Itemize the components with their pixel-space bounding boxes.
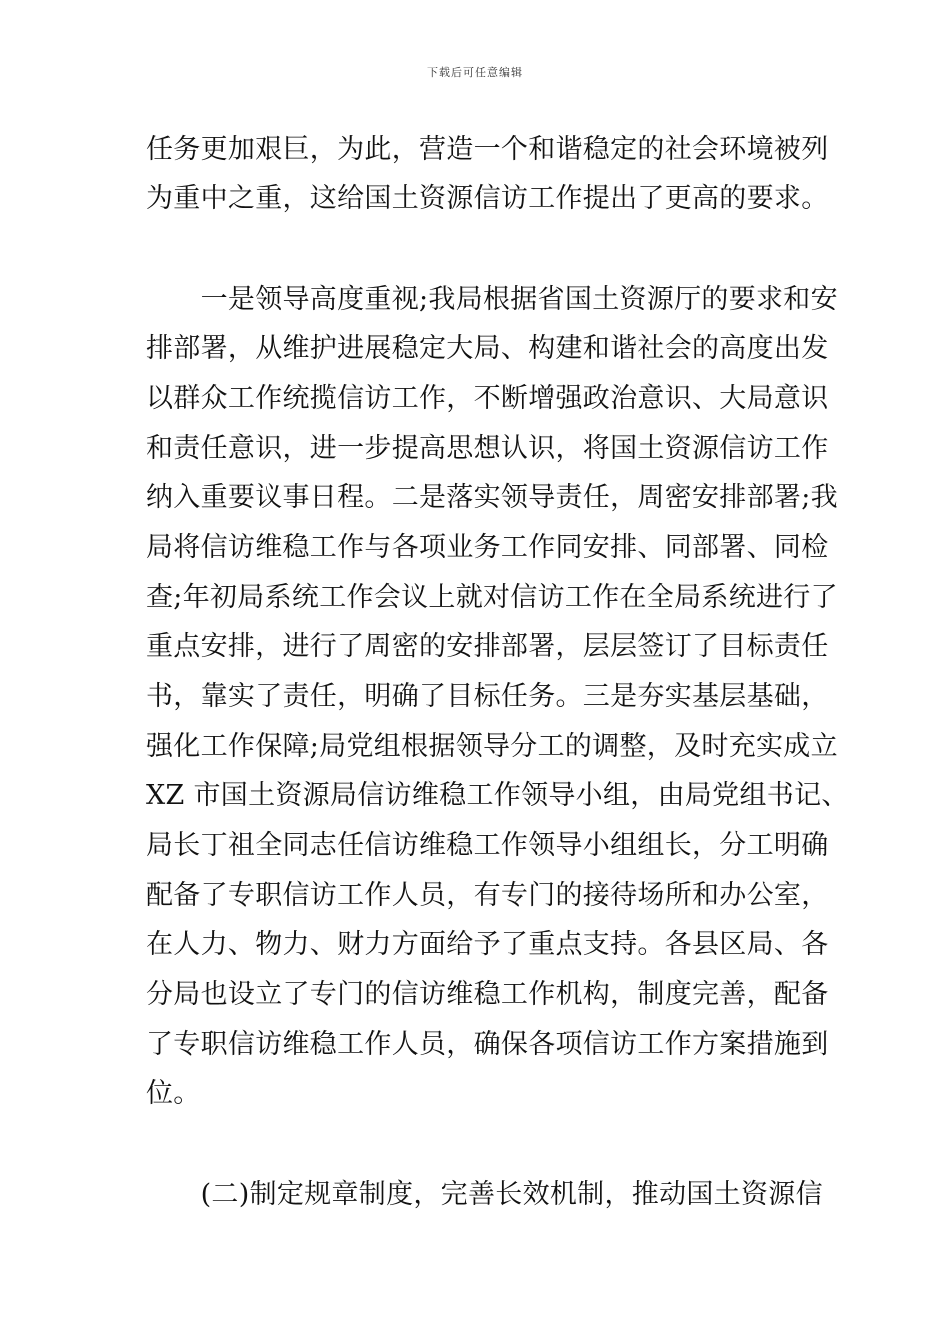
body-line-4: 排部署，从维护进展稳定大局、构建和谐社会的高度出发 <box>146 333 829 364</box>
body-line-15: 配备了专职信访工作人员，有专门的接待场所和办公室， <box>146 880 829 911</box>
body-line-5: 以群众工作统揽信访工作，不断增强政治意识、大局意识 <box>146 383 829 414</box>
body-line-20: (二)制定规章制度，完善长效机制，推动国土资源信 <box>146 1179 823 1210</box>
body-line-3: 一是领导高度重视;我局根据省国土资源厅的要求和安 <box>146 284 838 315</box>
body-line-18: 了专职信访维稳工作人员，确保各项信访工作方案措施到 <box>146 1029 829 1060</box>
body-line-10: 重点安排，进行了周密的安排部署，层层签订了目标责任 <box>146 631 829 662</box>
body-line-13: XZ 市国土资源局信访维稳工作领导小组，由局党组书记、 <box>146 780 849 811</box>
body-line-11: 书，靠实了责任，明确了目标任务。三是夯实基层基础， <box>146 681 829 712</box>
body-line-1: 任务更加艰巨，为此，营造一个和谐稳定的社会环境被列 <box>146 134 829 165</box>
body-line-2: 为重中之重，这给国土资源信访工作提出了更高的要求。 <box>146 183 829 214</box>
body-line-19: 位。 <box>146 1078 201 1109</box>
body-line-7: 纳入重要议事日程。二是落实领导责任，周密安排部署;我 <box>146 482 838 513</box>
body-line-12: 强化工作保障;局党组根据领导分工的调整，及时充实成立 <box>146 731 838 762</box>
body-line-16: 在人力、物力、财力方面给予了重点支持。各县区局、各 <box>146 929 829 960</box>
body-line-9: 查;年初局系统工作会议上就对信访工作在全局系统进行了 <box>146 582 838 613</box>
page-header: 下载后可任意编辑 <box>427 66 523 79</box>
body-line-8: 局将信访维稳工作与各项业务工作同安排、同部署、同检 <box>146 532 829 563</box>
body-line-17: 分局也设立了专门的信访维稳工作机构，制度完善，配备 <box>146 979 829 1010</box>
body-line-14: 局长丁祖全同志任信访维稳工作领导小组组长，分工明确 <box>146 830 829 861</box>
body-line-6: 和责任意识，进一步提高思想认识，将国土资源信访工作 <box>146 433 829 464</box>
